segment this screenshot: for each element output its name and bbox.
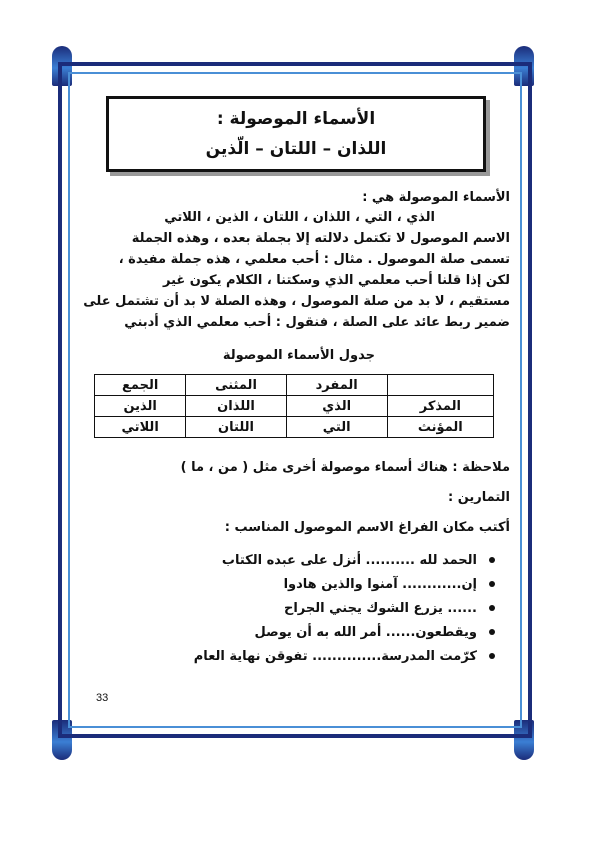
table-header-cell: الجمع [95, 375, 186, 396]
note: ملاحظة : هناك أسماء موصولة أخرى مثل ( من ، ما ) [180, 460, 510, 475]
table-row [95, 417, 494, 438]
paragraph-line: ضمير ربط عائد على الصلة ، فنقول : أحب معلمي الذي أدبني [124, 315, 510, 330]
table-cell: الذي [286, 396, 387, 417]
table-cell: المذكر [387, 396, 493, 417]
paragraph-line: الاسم الموصول لا تكتمل دلالته إلا بجملة بعده ، وهذه الجملة [131, 231, 510, 246]
list-item [135, 572, 495, 596]
table-cell: اللاتي [95, 417, 186, 438]
list-item [135, 596, 495, 620]
exercise-text: ويقطعون...... أمر الله به أن يوصل [254, 624, 477, 640]
paragraph-line: مستقيم ، لا بد من صلة الموصول ، وهذه الصلة لا بد أن تشتمل على [83, 294, 510, 309]
table-row [95, 396, 494, 417]
page-number: 33 [96, 692, 109, 704]
list-item [135, 644, 495, 668]
table-cell: الذين [95, 396, 186, 417]
title-box [106, 96, 486, 172]
list-item [135, 620, 495, 644]
list-item [135, 548, 495, 572]
table-caption: جدول الأسماء الموصولة [222, 348, 375, 363]
table-cell: المؤنث [387, 417, 493, 438]
bullet-icon [489, 629, 495, 635]
bullet-icon [489, 605, 495, 611]
bullet-icon [489, 557, 495, 563]
exercises-heading: التمارين : [447, 490, 510, 505]
exercises-instruction: أكتب مكان الفراغ الاسم الموصول المناسب : [224, 520, 510, 535]
paragraph-line: لكن إذا قلنا أحب معلمي الذي وسكتنا ، الكلام يكون غير [162, 273, 510, 288]
paragraph-line: تسمى صلة الموصول . مثال : أحب معلمي ، هذه جملة مفيدة ، [118, 252, 510, 267]
relative-pronoun-table [94, 374, 494, 438]
relative-pronoun-list: الذي ، التي ، اللذان ، اللتان ، الذين ، اللاتي [164, 210, 435, 225]
exercise-text: كرّمت المدرسة.............. تفوقن نهاية العام [193, 648, 477, 664]
table-cell: اللتان [186, 417, 286, 438]
table-header-cell [387, 375, 493, 396]
intro-heading: الأسماء الموصولة هي : [362, 190, 510, 205]
bullet-icon [489, 653, 495, 659]
table-header-row [95, 375, 494, 396]
table-header-cell: المفرد [286, 375, 387, 396]
exercise-text: الحمد لله .......... أنزل على عبده الكتاب [221, 552, 477, 568]
table-header-cell: المثنى [186, 375, 286, 396]
subtitle-line: اللذان – اللتان – الّذين [205, 139, 387, 159]
exercise-text: إن............ آمنوا والذين هادوا [283, 576, 477, 592]
title-line: الأسماء الموصولة : [216, 109, 376, 129]
table-cell: اللذان [186, 396, 286, 417]
bullet-icon [489, 581, 495, 587]
table-cell: التي [286, 417, 387, 438]
exercise-list [135, 548, 495, 668]
exercise-text: ...... يزرع الشوك يجني الجراح [283, 600, 477, 616]
